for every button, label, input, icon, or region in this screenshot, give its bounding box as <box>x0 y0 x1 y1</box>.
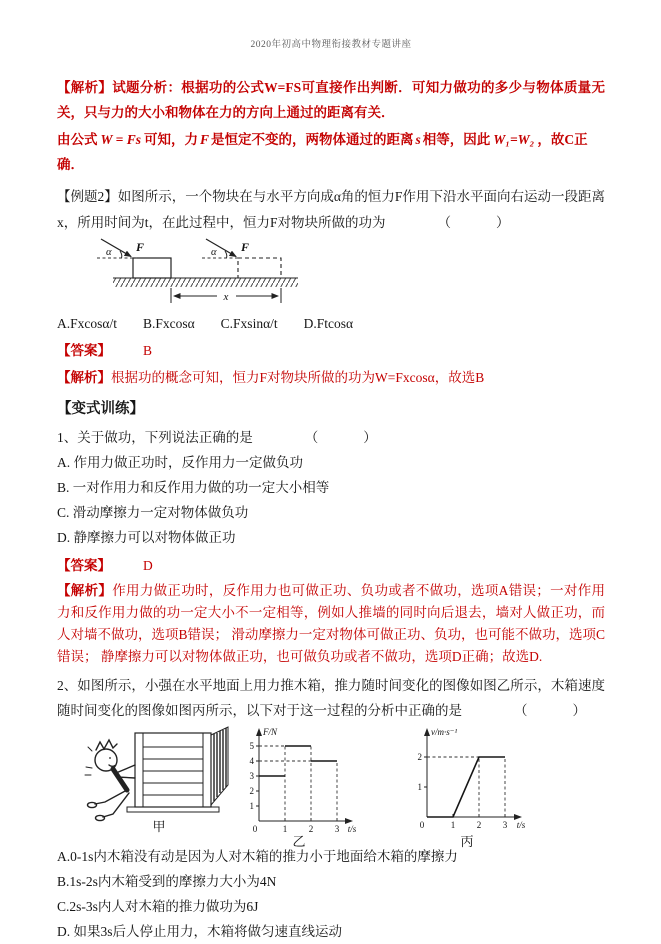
tick-marks <box>424 757 505 817</box>
x-tick: 3 <box>502 820 508 830</box>
analysis-text: 作用力做正功时，反作用力也可做正功、负功或者不做功，选项A错误；一对作用力和反作用力做的功一定大小不一定相等，例如人推墙的同时向后退去，墙对人做正功，而人对墙不做功，选项B错误； 滑动摩擦力一定对物体可做正功、负功，也可能不做功，选项C错误； 静摩擦力可以对物体做正功，也可做负功或者不做功，选项D正确；故选D. <box>57 583 606 664</box>
q2-answer-bracket: （ ） <box>514 703 592 718</box>
option-item: C.2s-3s内人对木箱的推力做功为6J <box>57 899 259 914</box>
q1-answer-bracket: （ ） <box>304 430 383 445</box>
figure-label-yi: 乙 <box>292 834 306 849</box>
q1-stem-text: 1、关于做功，下列说法正确的是 <box>57 430 253 445</box>
person-torso <box>113 769 127 790</box>
person-arm-upper <box>116 765 135 773</box>
q2-stem <box>57 673 605 723</box>
person-arm-lower <box>117 777 135 778</box>
option-item: B.Fxcosα <box>142 316 195 331</box>
y-tick: 2 <box>417 752 422 762</box>
option-item: B. 一对作用力和反作用力做的功一定大小相等 <box>57 480 330 495</box>
variable-F: F <box>199 132 209 147</box>
analysis1-formula-line <box>57 127 605 177</box>
person-pushing-crate-figure <box>83 725 235 835</box>
x-tick: 2 <box>308 824 314 834</box>
y-tick: 4 <box>249 756 254 766</box>
force-label-right: F <box>241 240 250 254</box>
option-item: D.Ftcosα <box>303 316 354 331</box>
example2-options <box>57 313 605 335</box>
distance-label: x <box>223 291 229 303</box>
y-tick: 3 <box>249 771 254 781</box>
y-tick: 2 <box>249 786 254 796</box>
analysis-label: 【解析】 <box>57 370 111 385</box>
variation-training-heading: 【变式训练】 <box>57 401 144 417</box>
person-shoe-front <box>96 815 105 820</box>
example2-figure <box>93 238 605 310</box>
example2-stem-text: 【例题2】如图所示，一个物块在与水平方向成α角的恒力F作用下沿水平面向右运动一段距离x，所用时间为t，在此过程中，恒力F对物块所做的功为 <box>57 189 605 230</box>
example2-answer-row <box>57 340 605 362</box>
formula-line-post: ，故C正确． <box>57 132 588 172</box>
person-mouth <box>109 765 115 766</box>
angle-label-left: α <box>106 247 112 258</box>
q1-analysis-paragraph <box>57 580 605 668</box>
x-tick: 1 <box>450 820 456 830</box>
answer-label: 【答案】 <box>57 558 111 573</box>
example2-stem <box>57 184 605 236</box>
y-tick: 5 <box>249 741 254 751</box>
formula-w1-equals-w2: W₁=W₂ <box>493 132 535 147</box>
q1-answer-row <box>57 555 605 577</box>
force-time-graph <box>241 725 363 849</box>
y-tick: 1 <box>249 801 254 811</box>
analysis1-paragraph: 【解析】试题分析：根据功的公式W=FS可直接作出判断．可知力做功的多少与物体质量无关，只与力的大小和物体在力的方向上通过的距离有关． <box>57 80 605 120</box>
block-dashed <box>238 258 281 278</box>
option-item: D. 如果3s后人停止用力，木箱将做匀速直线运动 <box>57 924 343 939</box>
q2-figure-row <box>83 725 605 849</box>
formula-line-mid3: 相等，因此 <box>422 132 491 147</box>
angle-arc-left <box>120 251 122 258</box>
velocity-time-graph <box>407 725 543 849</box>
q1-options <box>57 450 605 550</box>
block-force-diagram <box>93 238 308 310</box>
formula-line-mid2: 是恒定不变的，两物体通过的距离 <box>210 132 414 147</box>
y-tick: 1 <box>417 782 422 792</box>
y-axis-label: F/N <box>263 727 278 737</box>
answer-value: D <box>143 558 153 573</box>
variable-s: s <box>415 132 421 147</box>
answer-label: 【答案】 <box>57 343 111 358</box>
velocity-data-lines <box>427 757 505 817</box>
formula-line-pre: 由公式 <box>57 132 98 147</box>
formula-w-equals-fs: W = Fs <box>100 132 141 147</box>
q2-options <box>57 844 605 944</box>
force-label-left: F <box>136 240 145 254</box>
option-item: A. 作用力做正功时，反作用力一定做负功 <box>57 455 303 470</box>
origin-label: 0 <box>419 820 425 830</box>
origin-label: 0 <box>252 824 258 834</box>
angle-arc-right <box>225 251 227 258</box>
crate-planks <box>143 747 203 795</box>
q1-stem <box>57 425 605 450</box>
figure-label-bing: 丙 <box>460 834 474 849</box>
person-shoe-back <box>88 802 97 807</box>
motion-marks <box>85 747 92 775</box>
analysis-label: 【解析】 <box>57 583 113 598</box>
block-solid <box>133 258 171 278</box>
option-item: C. 滑动摩擦力一定对物体做负功 <box>57 505 249 520</box>
option-item: B.1s-2s内木箱受到的摩擦力大小为4N <box>57 874 277 889</box>
x-tick: 3 <box>334 824 340 834</box>
y-axis-arrow <box>424 728 430 736</box>
dashed-guides <box>259 746 337 821</box>
ground-hatching <box>113 278 298 287</box>
formula-line-mid1: 可知，力 <box>143 132 198 147</box>
y-axis-label: v/m·s⁻¹ <box>431 727 458 737</box>
option-item: A.0-1s内木箱没有动是因为人对木箱的推力小于地面给木箱的摩擦力 <box>57 849 458 864</box>
document-header-title: 2020年初高中物理衔接教材专题讲座 <box>250 40 412 50</box>
crate-front <box>135 733 211 807</box>
crate-right-bar <box>203 733 211 807</box>
tick-marks <box>256 746 337 821</box>
crate-base <box>127 807 219 812</box>
example2-analysis-row <box>57 367 605 389</box>
option-item: A.Fxcosα/t <box>57 316 117 331</box>
x-tick: 2 <box>476 820 482 830</box>
option-item: C.Fxsinα/t <box>220 316 278 331</box>
angle-label-right: α <box>211 247 217 258</box>
option-item: D. 静摩擦力可以对物体做正功 <box>57 530 236 545</box>
person-eye <box>109 757 111 759</box>
x-axis-label: t/s <box>347 824 357 834</box>
y-axis-arrow <box>256 728 262 736</box>
x-tick: 1 <box>282 824 288 834</box>
answer-value: B <box>143 343 153 358</box>
crate-left-bar <box>135 733 143 807</box>
figure-label-jia: 甲 <box>152 819 166 834</box>
example2-answer-bracket: （ ） <box>437 215 516 230</box>
x-axis-label: t/s <box>516 820 526 830</box>
analysis-text: 根据功的概念可知，恒力F对物块所做的功为W=Fxcosα，故选B <box>111 370 485 385</box>
q2-stem-text: 2、如图所示，小强在水平地面上用力推木箱，推力随时间变化的图像如图乙所示，木箱速度随时间变化的图像如图丙所示，以下对于这一过程的分析中正确的是 <box>57 678 605 718</box>
